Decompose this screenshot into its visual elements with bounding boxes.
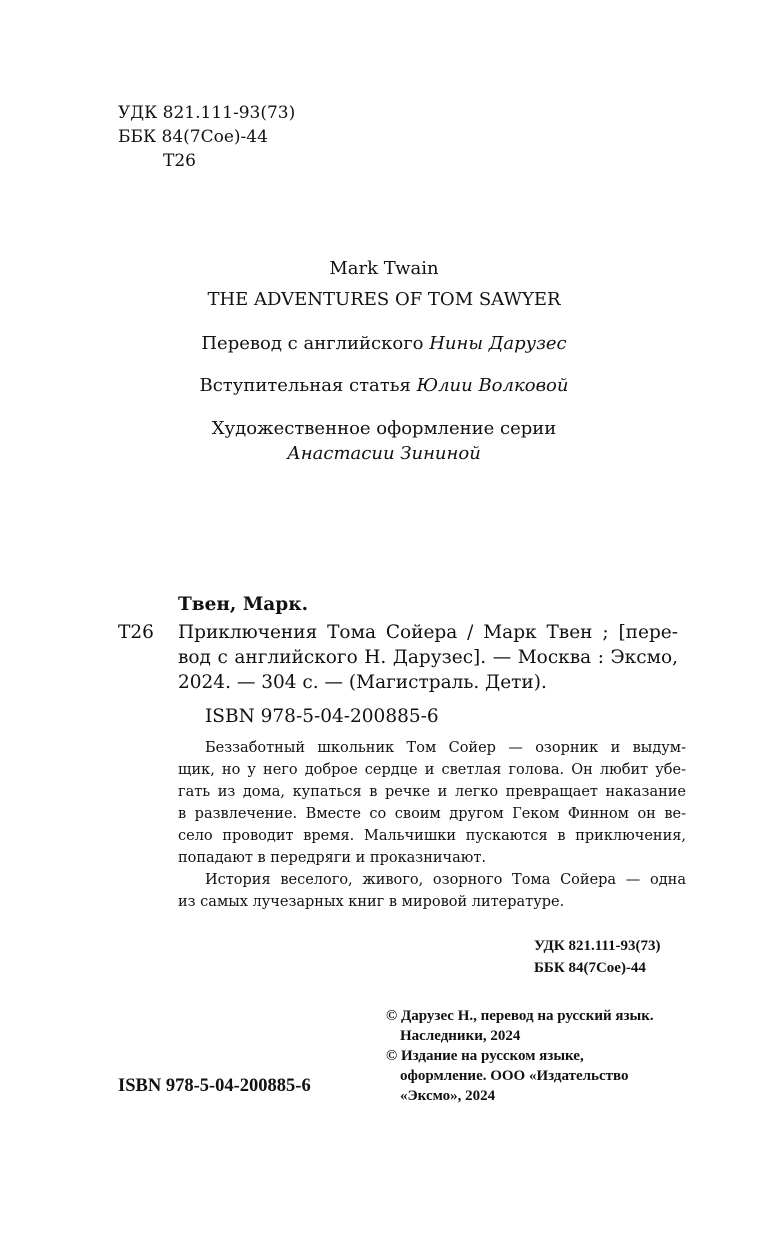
bib-mark: Т26: [118, 622, 154, 643]
bib-line-3: 2024. — 304 с. — (Магистраль. Дети).: [178, 672, 547, 693]
udk-code-bottom: УДК 821.111-93(73): [534, 938, 661, 954]
designer-name: Анастасии Зининой: [287, 443, 481, 464]
intro-author: Юлии Волковой: [416, 375, 569, 396]
bib-line-1: Приключения Тома Сойера / Марк Твен ; [пере-: [178, 622, 678, 643]
original-author: Mark Twain: [329, 258, 439, 279]
annotation-line: История веселого, живого, озорного Тома Сойера — одна: [205, 872, 686, 888]
annotation-line: попадают в передряги и проказничают.: [178, 850, 487, 866]
annotation-line: из самых лучезарных книг в мировой литературе.: [178, 894, 565, 910]
bib-heading: Твен, Марк.: [178, 594, 309, 615]
annotation-line: гать из дома, купаться в речке и легко превращает наказание: [178, 784, 686, 800]
intro-prefix: Вступительная статья: [199, 375, 417, 396]
annotation-line: Беззаботный школьник Том Сойер — озорник и выдум-: [205, 740, 686, 756]
copyright-translation-heirs: Наследники, 2024: [400, 1028, 521, 1044]
bib-isbn: ISBN 978-5-04-200885-6: [205, 706, 439, 727]
original-title: THE ADVENTURES OF TOM SAWYER: [207, 289, 561, 310]
annotation-line: в развлечение. Вместе со своим другом Геком Финном он ве-: [178, 806, 686, 822]
copyright-edition: © Издание на русском языке,: [386, 1048, 584, 1064]
udk-code: УДК 821.111-93(73): [118, 103, 296, 123]
translation-prefix: Перевод с английского: [201, 333, 430, 354]
annotation-line: щик, но у него доброе сердце и светлая голова. Он любит убе-: [178, 762, 686, 778]
design-label: Художественное оформление серии: [211, 418, 557, 439]
author-mark: Т26: [163, 151, 196, 171]
annotation-line: село проводит время. Мальчишки пускаются в приключения,: [178, 828, 686, 844]
intro-credit: [0, 375, 768, 396]
copyright-edition-design: оформление. ООО «Издательство: [400, 1068, 629, 1084]
bbk-code-bottom: ББК 84(7Сое)-44: [534, 960, 646, 976]
copyright-edition-year: «Эксмо», 2024: [400, 1088, 496, 1104]
translation-credit: [0, 333, 768, 354]
isbn-bottom: ISBN 978-5-04-200885-6: [118, 1076, 311, 1096]
translator-name: Нины Дарузес: [429, 333, 567, 354]
bib-line-2: вод с английского Н. Дарузес]. — Москва : Эксмо,: [178, 647, 678, 668]
bbk-code: ББК 84(7Сое)-44: [118, 127, 268, 147]
copyright-translation: © Дарузес Н., перевод на русский язык.: [386, 1008, 654, 1024]
